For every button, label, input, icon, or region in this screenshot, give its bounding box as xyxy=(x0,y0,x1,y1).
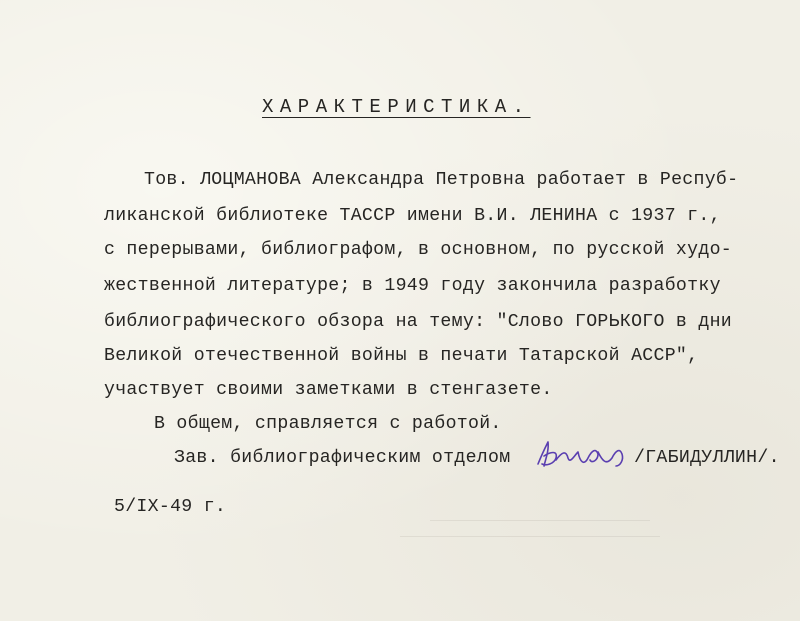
paragraph-line-7: участвует своими заметками в стенгазете. xyxy=(104,380,553,400)
paragraph-line-6: Великой отечественной войны в печати Татарской АССР", xyxy=(104,346,699,366)
paragraph-line-4: жественной литературе; в 1949 году закончила разработку xyxy=(104,276,721,296)
faint-mark xyxy=(430,520,650,521)
paragraph-line-3: с перерывами, библиографом, в основном, по русской худо- xyxy=(104,240,732,260)
paragraph-line-2: ликанской библиотеке ТАССР имени В.И. ЛЕНИНА с 1937 г., xyxy=(104,206,721,226)
document-title: ХАРАКТЕРИСТИКА. xyxy=(262,96,531,118)
signatory-name: /ГАБИДУЛЛИН/. xyxy=(634,448,780,468)
faint-mark xyxy=(400,536,660,537)
summary-line: В общем, справляется с работой. xyxy=(154,414,502,434)
paragraph-line-5: библиографического обзора на тему: "Слово ГОРЬКОГО в дни xyxy=(104,312,732,332)
handwritten-signature xyxy=(532,436,628,476)
signatory-position: Зав. библиографическим отделом xyxy=(174,448,511,468)
paragraph-line-1: Тов. ЛОЦМАНОВА Александра Петровна работает в Респуб- xyxy=(144,170,739,190)
document-date: 5/IX-49 г. xyxy=(114,497,227,517)
